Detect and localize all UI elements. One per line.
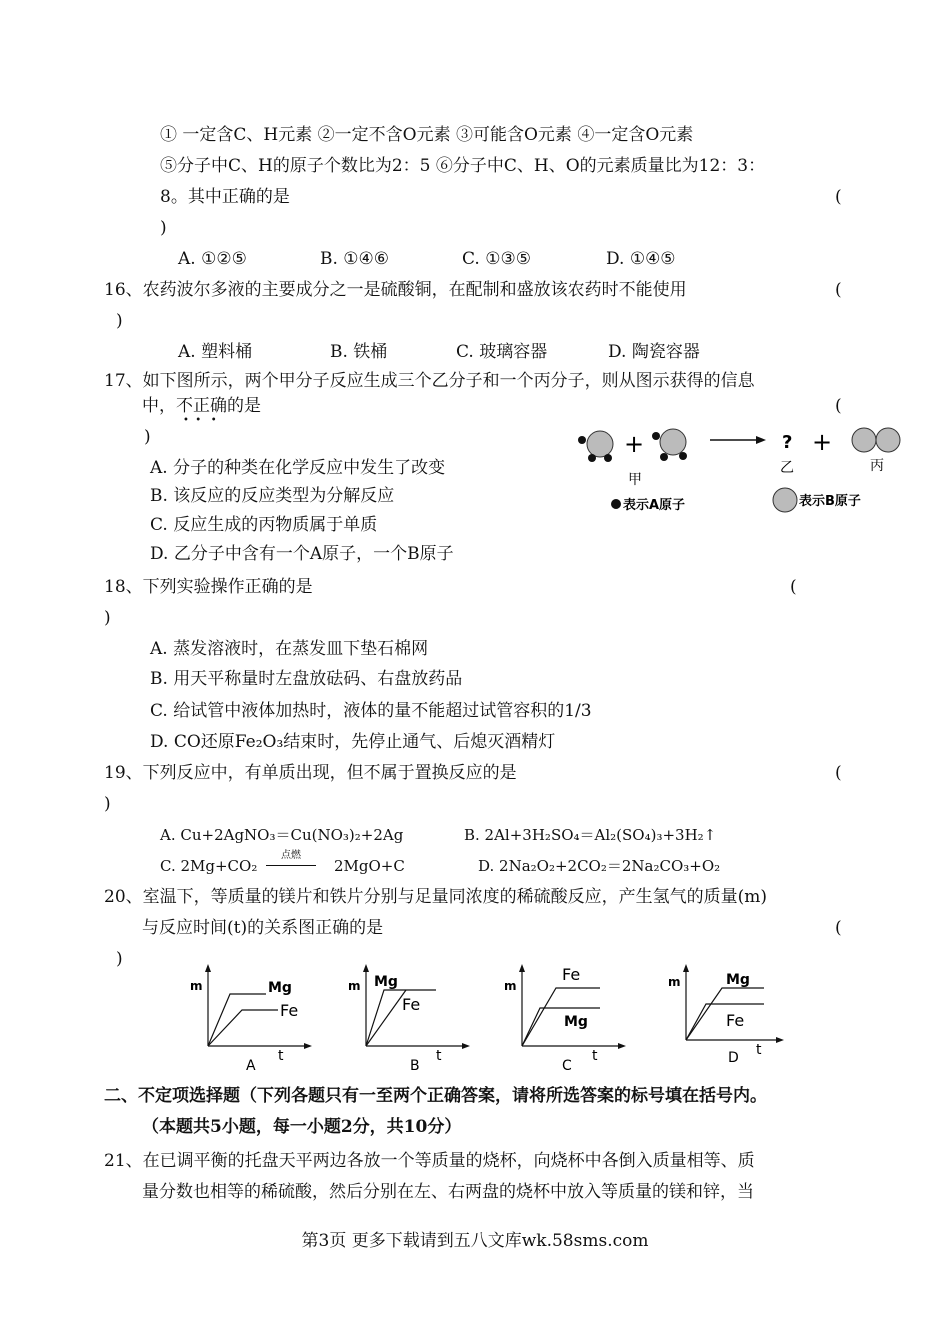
q16-paren-open: ( bbox=[835, 280, 842, 300]
graph-b bbox=[344, 962, 474, 1077]
graph-a-y-label: m bbox=[190, 979, 203, 993]
graph-d-y-label: m bbox=[668, 975, 681, 989]
graph-c-fe-label: Fe bbox=[562, 965, 581, 984]
reaction-diagram bbox=[570, 418, 910, 518]
q18-option-a: A. 蒸发溶液时，在蒸发皿下垫石棉网 bbox=[150, 639, 429, 659]
graph-a-fe-line bbox=[208, 1010, 278, 1046]
q16-option-a: A. 塑料桶 bbox=[178, 342, 253, 362]
jia-molecule-2 bbox=[652, 429, 687, 461]
graph-a-mg-label: Mg bbox=[268, 980, 292, 996]
graph-b-x-label: t bbox=[436, 1048, 442, 1064]
q17-option-c: C. 反应生成的丙物质属于单质 bbox=[150, 515, 378, 535]
q17-stem: 17、如下图所示，两个甲分子反应生成三个乙分子和一个丙分子，则从图示获得的信息 bbox=[104, 371, 755, 391]
q18-option-d: D. CO还原Fe₂O₃结束时，先停止通气、后熄灭酒精灯 bbox=[150, 732, 556, 752]
q20-paren-close: ) bbox=[116, 949, 123, 969]
q17-stem2: 中，不正确的是 bbox=[142, 396, 261, 416]
graph-c bbox=[500, 962, 630, 1077]
emphasis-dots: • • • bbox=[183, 415, 217, 426]
q17-paren-open: ( bbox=[835, 396, 842, 416]
plus-sign-2: + bbox=[812, 428, 833, 456]
q15-paren-open: ( bbox=[835, 187, 842, 207]
q16-option-c: C. 玻璃容器 bbox=[456, 342, 548, 362]
graph-c-label: C bbox=[562, 1058, 572, 1074]
graph-a-mg-line bbox=[208, 994, 266, 1046]
q15-line1: ① 一定含C、H元素 ②一定不含O元素 ③可能含O元素 ④一定含O元素 bbox=[160, 125, 694, 145]
q15-paren-close: ) bbox=[160, 218, 167, 238]
label-jia: 甲 bbox=[628, 472, 642, 488]
q18-option-c: C. 给试管中液体加热时，液体的量不能超过试管容积的1/3 bbox=[150, 701, 592, 721]
q16-stem: 16、农药波尔多液的主要成分之一是硫酸铜，在配制和盛放该农药时不能使用 bbox=[104, 280, 687, 300]
graph-d bbox=[664, 962, 794, 1077]
q19-condition-line bbox=[266, 865, 316, 866]
bing-molecule bbox=[852, 428, 900, 452]
graph-b-label: B bbox=[410, 1058, 420, 1074]
q15-option-c: C. ①③⑤ bbox=[462, 249, 531, 269]
q21-line1: 21、在已调平衡的托盘天平两边各放一个等质量的烧杯，向烧杯中各倒入质量相等、质 bbox=[104, 1151, 755, 1171]
graph-a bbox=[186, 962, 316, 1077]
graph-a-fe-label: Fe bbox=[280, 1001, 299, 1020]
graph-c-fe-line bbox=[522, 988, 600, 1046]
graph-b-mg-line bbox=[366, 990, 436, 1046]
graph-d-mg-line bbox=[686, 988, 764, 1040]
section2-title: 二、不定项选择题（下列各题只有一至两个正确答案，请将所选答案的标号填在括号内。 bbox=[104, 1086, 767, 1106]
q15-line3: 8。其中正确的是 bbox=[160, 187, 290, 207]
legend-a-atom bbox=[611, 499, 621, 509]
q19-paren-close: ) bbox=[104, 794, 111, 814]
plus-sign-1: + bbox=[624, 430, 645, 458]
q17-paren-close: ) bbox=[144, 427, 151, 447]
section2-sub: （本题共5小题，每一小题2分，共10分） bbox=[142, 1117, 462, 1137]
q16-option-b: B. 铁桶 bbox=[330, 342, 388, 362]
q20-stem2: 与反应时间(t)的关系图正确的是 bbox=[142, 918, 384, 938]
q19-paren-open: ( bbox=[835, 763, 842, 783]
q15-line2: ⑤分子中C、H的原子个数比为2：5 ⑥分子中C、H、O的元素质量比为12：3： bbox=[160, 156, 766, 176]
q18-paren-close: ) bbox=[104, 608, 111, 628]
graph-d-label: D bbox=[728, 1050, 739, 1066]
q20-stem: 20、室温下，等质量的镁片和铁片分别与足量同浓度的稀硫酸反应，产生氢气的质量(m) bbox=[104, 887, 768, 907]
q19-option-c-left: C. 2Mg+CO₂ bbox=[160, 857, 258, 875]
q20-paren-open: ( bbox=[835, 918, 842, 938]
graph-a-x-label: t bbox=[278, 1048, 284, 1064]
label-yi: 乙 bbox=[780, 460, 794, 476]
page-footer: 第3页 更多下载请到五八文库wk.58sms.com bbox=[301, 1231, 649, 1251]
graph-d-fe-line bbox=[686, 1004, 764, 1040]
q18-paren-open: ( bbox=[790, 577, 797, 597]
graph-b-fe-label: Fe bbox=[402, 995, 421, 1014]
q15-option-b: B. ①④⑥ bbox=[320, 249, 390, 269]
graph-c-y-label: m bbox=[504, 979, 517, 993]
q18-stem: 18、下列实验操作正确的是 bbox=[104, 577, 313, 597]
q19-option-d: D. 2Na₂O₂+2CO₂＝2Na₂CO₃+O₂ bbox=[478, 857, 721, 875]
q18-option-b: B. 用天平称量时左盘放砝码、右盘放药品 bbox=[150, 669, 463, 689]
q21-line2: 量分数也相等的稀硫酸，然后分别在左、右两盘的烧杯中放入等质量的镁和锌，当 bbox=[142, 1182, 754, 1202]
q17-option-d: D. 乙分子中含有一个A原子，一个B原子 bbox=[150, 544, 454, 564]
q19-option-a: A. Cu+2AgNO₃＝Cu(NO₃)₂+2Ag bbox=[160, 826, 404, 844]
graph-c-mg-label: Mg bbox=[564, 1014, 588, 1030]
graph-b-fe-line bbox=[366, 990, 406, 1046]
graph-d-x-label: t bbox=[756, 1042, 762, 1058]
graph-a-label: A bbox=[246, 1058, 256, 1074]
graph-b-y-label: m bbox=[348, 979, 361, 993]
graph-d-mg-label: Mg bbox=[726, 972, 750, 988]
q16-option-d: D. 陶瓷容器 bbox=[608, 342, 700, 362]
graph-c-x-label: t bbox=[592, 1048, 598, 1064]
q17-option-a: A. 分子的种类在化学反应中发生了改变 bbox=[150, 458, 446, 478]
graph-b-mg-label: Mg bbox=[374, 974, 398, 990]
label-bing: 丙 bbox=[870, 458, 884, 474]
q17-option-b: B. 该反应的反应类型为分解反应 bbox=[150, 486, 395, 506]
legend-b-atom bbox=[773, 488, 797, 512]
q19-option-c-right: 2MgO+C bbox=[334, 857, 405, 875]
q15-option-a: A. ①②⑤ bbox=[178, 249, 247, 269]
legend-a-text: 表示A原子 bbox=[623, 498, 686, 513]
q19-condition: 点燃 bbox=[281, 850, 301, 861]
unknown-yi: ? bbox=[782, 432, 793, 453]
q19-option-b: B. 2Al+3H₂SO₄＝Al₂(SO₄)₃+3H₂↑ bbox=[464, 826, 717, 844]
legend-b-text: 表示B原子 bbox=[799, 494, 861, 509]
graph-d-fe-label: Fe bbox=[726, 1011, 745, 1030]
q16-paren-close: ) bbox=[116, 311, 123, 331]
q19-stem: 19、下列反应中，有单质出现，但不属于置换反应的是 bbox=[104, 763, 517, 783]
jia-molecule-1 bbox=[578, 431, 613, 462]
q15-option-d: D. ①④⑤ bbox=[606, 249, 676, 269]
